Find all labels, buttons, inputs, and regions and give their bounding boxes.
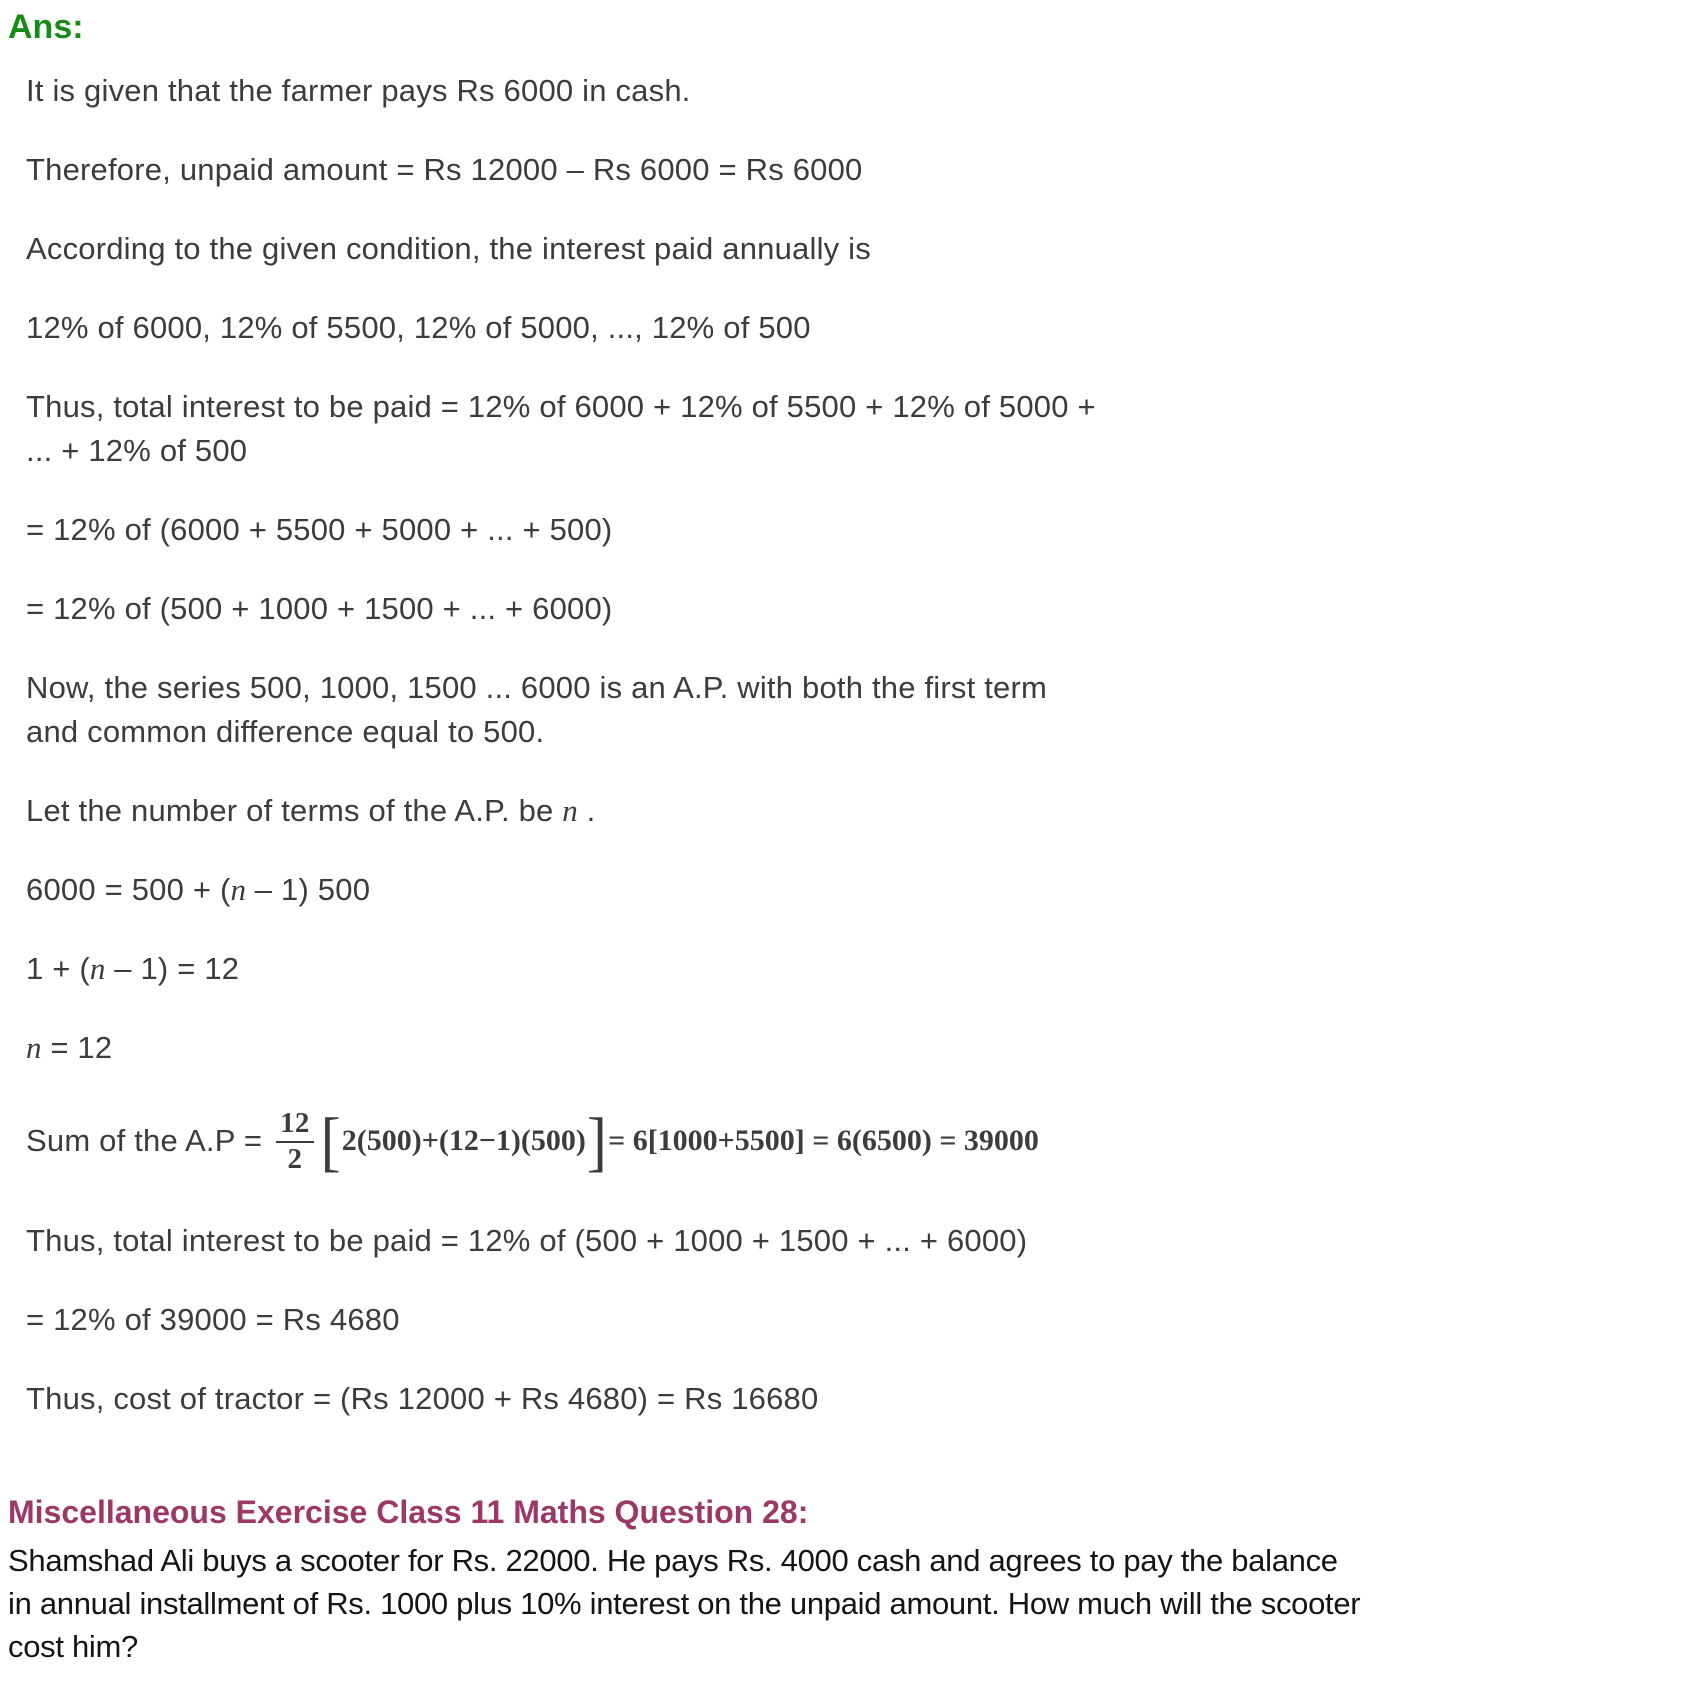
solution-line-total-interest-final: Thus, total interest to be paid = 12% of (500 + 1000 + 1500 + ... + 6000) (26, 1223, 1028, 1258)
variable-n: n (89, 951, 106, 986)
fraction-numerator: 12 (276, 1108, 313, 1142)
equation-label: Sum of the A.P = (26, 1123, 263, 1158)
solution-line-unpaid-amount: Therefore, unpaid amount = Rs 12000 – Rs 6000 = Rs 6000 (26, 152, 863, 187)
solution-line-given: It is given that the farmer pays Rs 6000 in cash. (26, 73, 691, 108)
solution-line-nth-term: 6000 = 500 + (n – 1) 500 (26, 872, 371, 907)
fraction-denominator: 2 (287, 1142, 303, 1175)
fraction-12-over-2 (276, 1108, 313, 1174)
question-text-line-3: cost him? (8, 1629, 138, 1664)
solution-line-tractor-cost: Thus, cost of tractor = (Rs 12000 + Rs 4680) = Rs 16680 (26, 1381, 819, 1416)
solution-line-sum-asc: = 12% of (500 + 1000 + 1500 + ... + 6000) (26, 591, 613, 626)
solution-line-let-n: Let the number of terms of the A.P. be n . (26, 793, 596, 828)
question-text-line-2: in annual installment of Rs. 1000 plus 10% interest on the unpaid amount. How much will the scooter (8, 1586, 1361, 1621)
solution-line-interest-series: 12% of 6000, 12% of 5500, 12% of 5000, ..., 12% of 500 (26, 310, 811, 345)
solution-line-ap-series-2: and common difference equal to 500. (26, 714, 545, 749)
variable-n: n (26, 1030, 42, 1065)
sum-equation: Sum of the A.P = $\frac{12}{2}$ [ 2(500)+(12−1)(500) ] = 6[1000+5500] = 6(6500) = 39000 (26, 1104, 1039, 1178)
solution-line-interest-value: = 12% of 39000 = Rs 4680 (26, 1302, 400, 1337)
question-text (8, 1539, 1680, 1668)
solution-line-ap-series-1: Now, the series 500, 1000, 1500 ... 6000 is an A.P. with both the first term (26, 670, 1048, 705)
solution-para-ap-series (26, 666, 1680, 754)
solution-line-total-interest-1: Thus, total interest to be paid = 12% of 6000 + 12% of 5500 + 12% of 5000 + (26, 389, 1096, 424)
answer-heading: Ans: (8, 8, 84, 46)
next-question-section (8, 1493, 1680, 1668)
solution-line-simplified: 1 + (n – 1) = 12 (26, 951, 240, 986)
solution-line-total-interest-2: ... + 12% of 500 (26, 433, 248, 468)
solution-line-n-value: n = 12 (26, 1030, 113, 1065)
question-text-line-1: Shamshad Ali buys a scooter for Rs. 22000. He pays Rs. 4000 cash and agrees to pay the balance (8, 1543, 1338, 1578)
solution-body (26, 69, 1680, 1421)
variable-n: n (562, 793, 578, 828)
equation-result: = 6[1000+5500] = 6(6500) = 39000 (608, 1124, 1039, 1157)
solution-line-condition: According to the given condition, the interest paid annually is (26, 231, 871, 266)
solution-line-sum-desc: = 12% of (6000 + 5500 + 5000 + ... + 500) (26, 512, 613, 547)
equation-group: 2(500)+(12−1)(500) (341, 1124, 586, 1157)
variable-n: n (230, 872, 246, 907)
question-heading: Miscellaneous Exercise Class 11 Maths Question 28: (8, 1494, 809, 1530)
solution-para-total-interest (26, 385, 1680, 473)
